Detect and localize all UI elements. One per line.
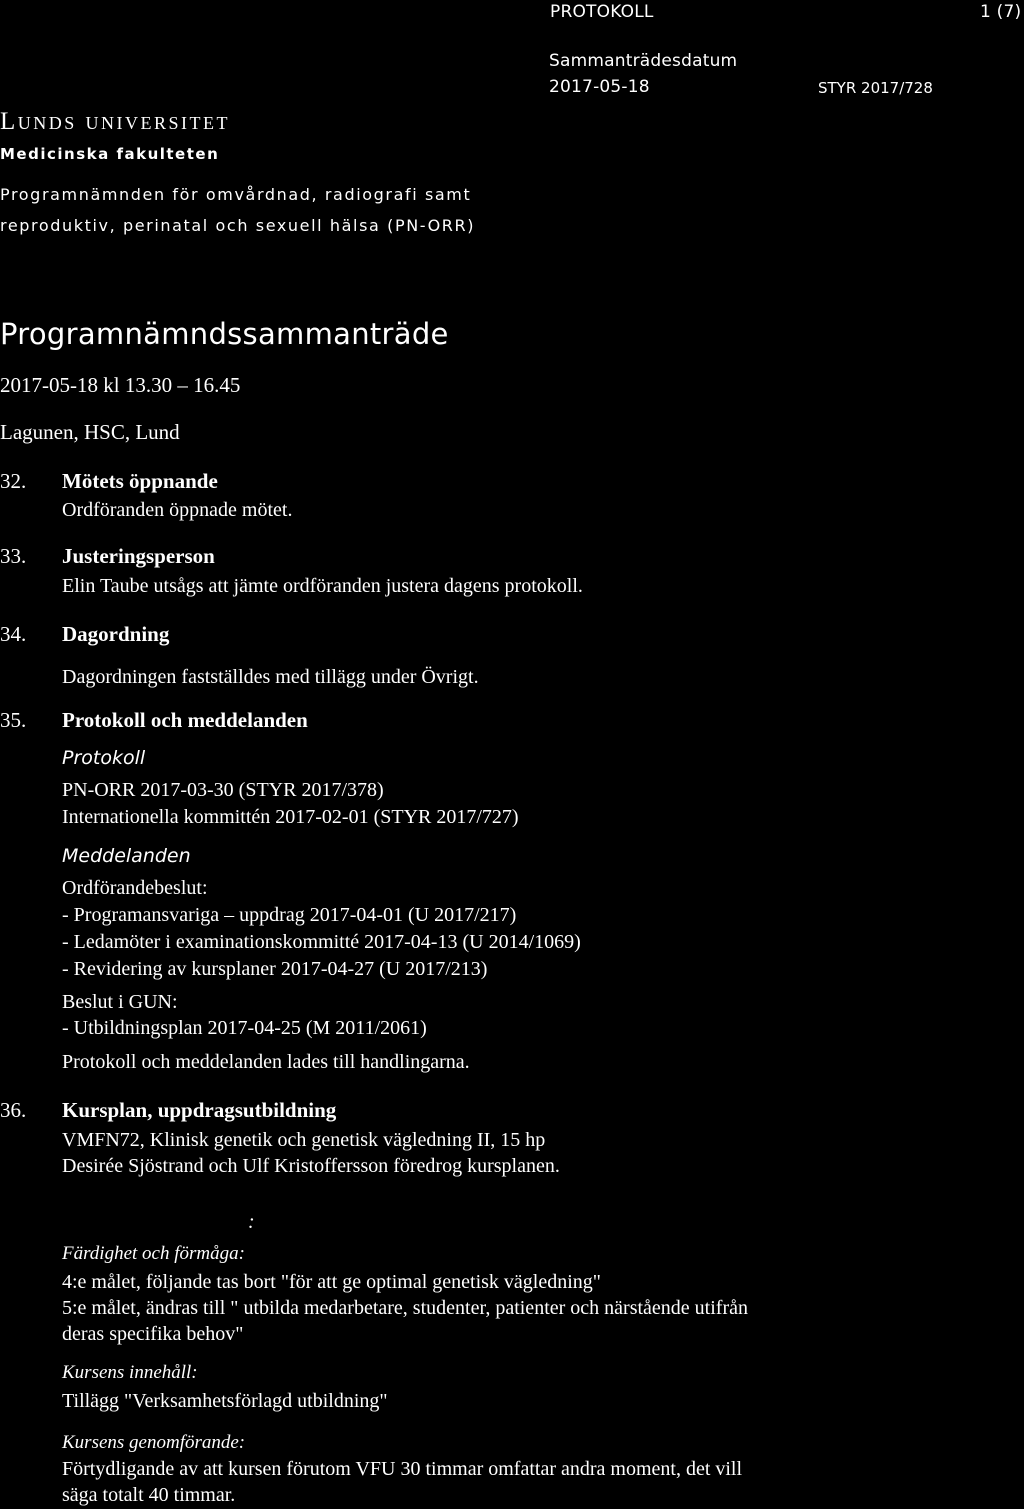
decision-line: - Utbildningsplan 2017-04-25 (M 2011/2061) bbox=[62, 1017, 427, 1039]
note-line: 4:e målet, följande tas bort "för att ge optimal genetisk vägledning" bbox=[62, 1271, 601, 1293]
note-heading: Färdighet och förmåga: bbox=[62, 1243, 245, 1264]
item-title: Dagordning bbox=[62, 622, 170, 646]
item-title: Kursplan, uppdragsutbildning bbox=[62, 1098, 337, 1122]
decision-line: - Ledamöter i examinationskommitté 2017-04-13 (U 2014/1069) bbox=[62, 931, 581, 953]
note-line: 5:e målet, ändras till " utbilda medarbetare, studenter, patienter och närstående utifrån bbox=[62, 1297, 748, 1319]
item-text: Dagordningen fastställdes med tillägg under Övrigt. bbox=[62, 666, 479, 688]
meeting-date: 2017-05-18 bbox=[549, 77, 650, 97]
course-line: VMFN72, Klinisk genetik och genetisk vägledning II, 15 hp bbox=[62, 1129, 546, 1151]
protocol-line: Internationella kommittén 2017-02-01 (STYR 2017/727) bbox=[62, 806, 519, 828]
note-line: deras specifika behov" bbox=[62, 1323, 244, 1345]
document-type: PROTOKOLL bbox=[550, 2, 654, 22]
subheading-protokoll: Protokoll bbox=[62, 747, 146, 769]
item-number: 35. bbox=[0, 708, 27, 732]
meeting-location: Lagunen, HSC, Lund bbox=[0, 420, 180, 444]
committee-name-line1: Programnämnden för omvårdnad, radiografi samt bbox=[0, 185, 472, 204]
subheading-meddelanden: Meddelanden bbox=[62, 845, 191, 867]
committee-name-line2: reproduktiv, perinatal och sexuell hälsa (PN-ORR) bbox=[0, 216, 476, 235]
page-title: Programnämndssammanträde bbox=[0, 317, 449, 351]
stray-mark: : bbox=[248, 1211, 255, 1233]
note-line: säga totalt 40 timmar. bbox=[62, 1484, 236, 1506]
protocol-line: PN-ORR 2017-03-30 (STYR 2017/378) bbox=[62, 779, 384, 801]
note-line: Tillägg "Verksamhetsförlagd utbildning" bbox=[62, 1390, 388, 1412]
decision-line: - Revidering av kursplaner 2017-04-27 (U 2017/213) bbox=[62, 958, 488, 980]
item-number: 36. bbox=[0, 1098, 27, 1122]
note-heading: Kursens genomförande: bbox=[62, 1432, 246, 1453]
item-closing-text: Protokoll och meddelanden lades till handlingarna. bbox=[62, 1051, 470, 1073]
gun-decisions-label: Beslut i GUN: bbox=[62, 991, 178, 1013]
chair-decisions-label: Ordförandebeslut: bbox=[62, 877, 208, 899]
item-text: Elin Taube utsågs att jämte ordföranden justera dagens protokoll. bbox=[62, 575, 583, 597]
meeting-date-label: Sammanträdesdatum bbox=[549, 51, 738, 71]
faculty-name: Medicinska fakulteten bbox=[0, 145, 220, 163]
note-line: Förtydligande av att kursen förutom VFU 30 timmar omfattar andra moment, det vill bbox=[62, 1458, 743, 1480]
item-number: 33. bbox=[0, 544, 27, 568]
item-text: Ordföranden öppnade mötet. bbox=[62, 499, 293, 521]
note-heading: Kursens innehåll: bbox=[62, 1362, 198, 1383]
item-title: Mötets öppnande bbox=[62, 469, 218, 493]
meeting-time: 2017-05-18 kl 13.30 – 16.45 bbox=[0, 373, 241, 397]
item-title: Justeringsperson bbox=[62, 544, 215, 568]
course-line: Desirée Sjöstrand och Ulf Kristoffersson föredrog kursplanen. bbox=[62, 1155, 560, 1177]
item-number: 32. bbox=[0, 469, 27, 493]
university-logo: Lunds universitet bbox=[0, 108, 231, 135]
reference-number: STYR 2017/728 bbox=[818, 79, 933, 97]
decision-line: - Programansvariga – uppdrag 2017-04-01 (U 2017/217) bbox=[62, 904, 517, 926]
item-title: Protokoll och meddelanden bbox=[62, 708, 308, 732]
page-number: 1 (7) bbox=[980, 2, 1022, 22]
item-number: 34. bbox=[0, 622, 27, 646]
